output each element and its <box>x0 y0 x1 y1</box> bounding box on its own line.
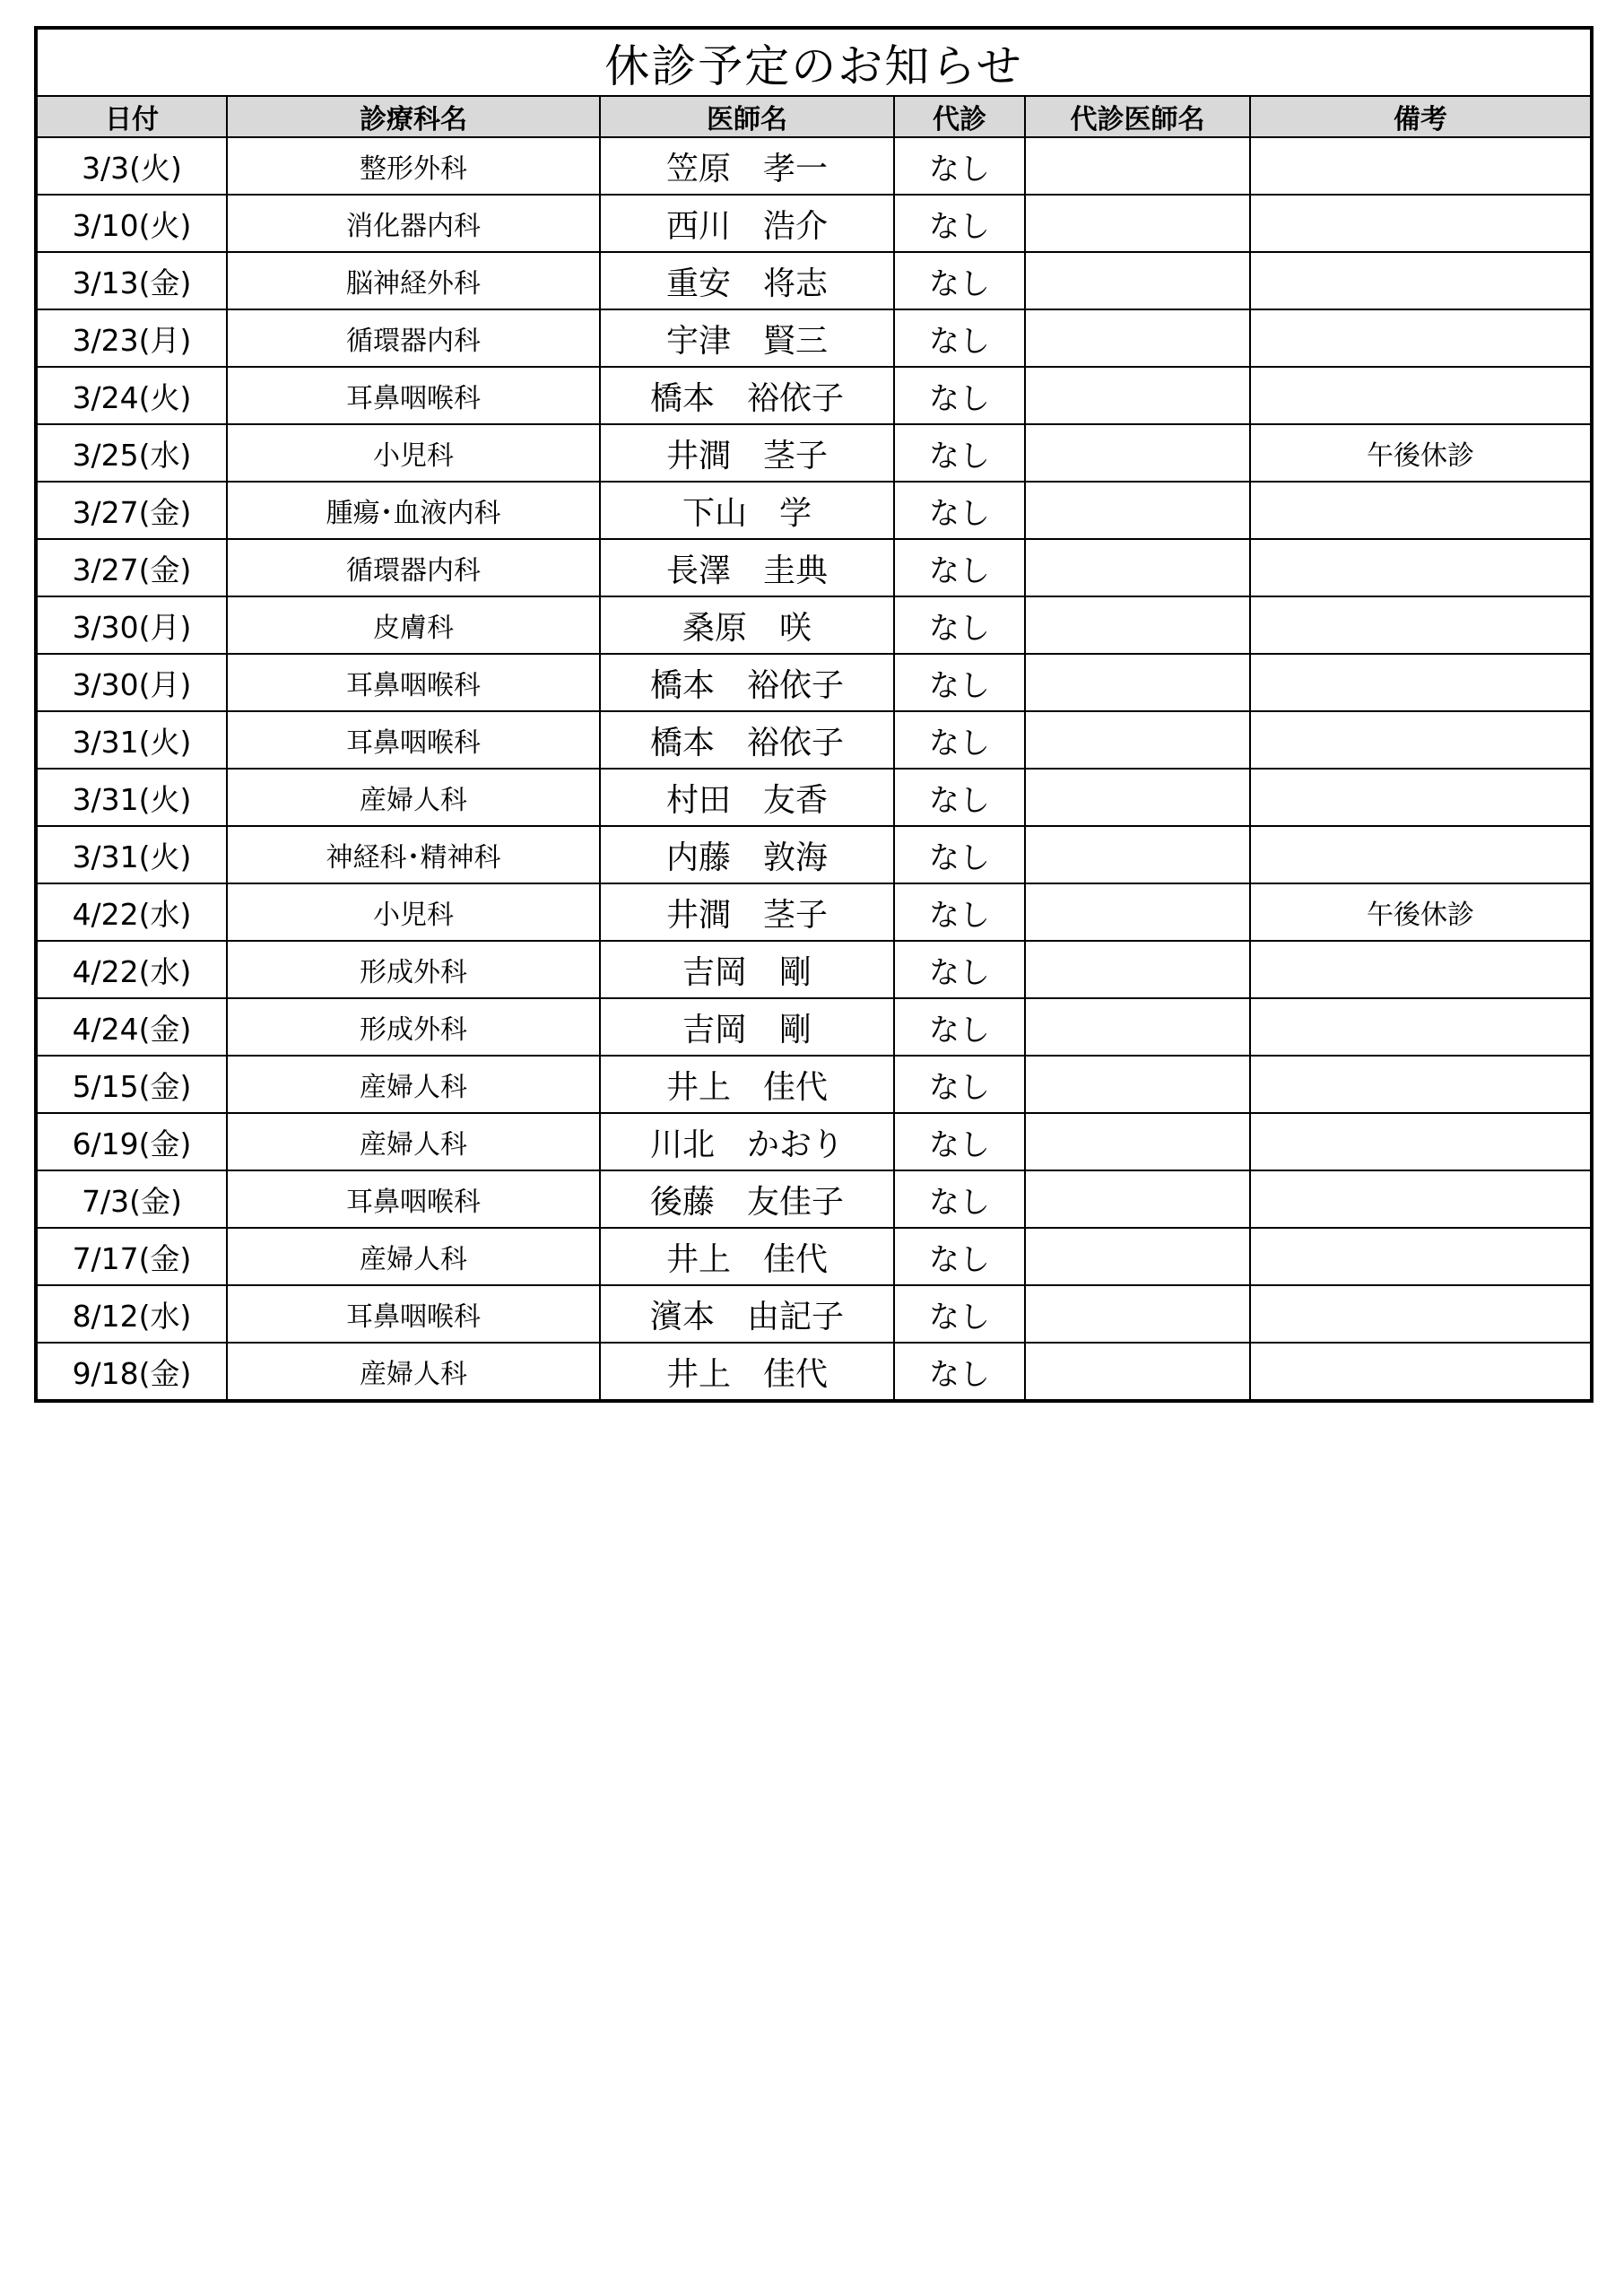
substitute-doctor-cell <box>1025 539 1250 596</box>
substitute-doctor-cell <box>1025 711 1250 769</box>
date-cell: 4/24(金) <box>36 998 227 1056</box>
department-cell: 消化器内科 <box>227 195 600 252</box>
substitute-cell: なし <box>894 654 1025 711</box>
header-row <box>36 96 1592 137</box>
remarks-cell <box>1250 596 1592 654</box>
header-doctor: 医師名 <box>600 96 894 137</box>
substitute-doctor-cell <box>1025 1228 1250 1285</box>
substitute-cell: なし <box>894 1113 1025 1170</box>
doctor-cell: 井上 佳代 <box>600 1056 894 1113</box>
closure-schedule-table <box>34 26 1594 1403</box>
table-row <box>36 252 1592 309</box>
department-cell: 神経科･精神科 <box>227 826 600 883</box>
substitute-cell: なし <box>894 883 1025 941</box>
substitute-cell: なし <box>894 137 1025 195</box>
substitute-doctor-cell <box>1025 137 1250 195</box>
remarks-cell <box>1250 539 1592 596</box>
remarks-cell <box>1250 482 1592 539</box>
table-row <box>36 1113 1592 1170</box>
doctor-cell: 宇津 賢三 <box>600 309 894 367</box>
table-row <box>36 941 1592 998</box>
substitute-doctor-cell <box>1025 482 1250 539</box>
substitute-doctor-cell <box>1025 941 1250 998</box>
table-row <box>36 482 1592 539</box>
department-cell: 循環器内科 <box>227 539 600 596</box>
department-cell: 腫瘍･血液内科 <box>227 482 600 539</box>
date-cell: 8/12(水) <box>36 1285 227 1343</box>
table-row <box>36 539 1592 596</box>
department-cell: 産婦人科 <box>227 769 600 826</box>
substitute-cell: なし <box>894 195 1025 252</box>
header-substitute-doctor: 代診医師名 <box>1025 96 1250 137</box>
department-cell: 耳鼻咽喉科 <box>227 1285 600 1343</box>
doctor-cell: 後藤 友佳子 <box>600 1170 894 1228</box>
table-row <box>36 826 1592 883</box>
department-cell: 耳鼻咽喉科 <box>227 367 600 424</box>
substitute-cell: なし <box>894 1228 1025 1285</box>
substitute-doctor-cell <box>1025 195 1250 252</box>
table-row <box>36 1056 1592 1113</box>
department-cell: 小児科 <box>227 883 600 941</box>
department-cell: 産婦人科 <box>227 1343 600 1401</box>
doctor-cell: 井澗 茎子 <box>600 424 894 482</box>
doctor-cell: 川北 かおり <box>600 1113 894 1170</box>
date-cell: 3/23(月) <box>36 309 227 367</box>
date-cell: 6/19(金) <box>36 1113 227 1170</box>
remarks-cell <box>1250 1056 1592 1113</box>
remarks-cell <box>1250 137 1592 195</box>
substitute-doctor-cell <box>1025 252 1250 309</box>
substitute-cell: なし <box>894 482 1025 539</box>
substitute-doctor-cell <box>1025 424 1250 482</box>
doctor-cell: 濱本 由記子 <box>600 1285 894 1343</box>
table-row <box>36 711 1592 769</box>
remarks-cell <box>1250 195 1592 252</box>
department-cell: 耳鼻咽喉科 <box>227 654 600 711</box>
substitute-doctor-cell <box>1025 1113 1250 1170</box>
substitute-cell: なし <box>894 1170 1025 1228</box>
substitute-cell: なし <box>894 1056 1025 1113</box>
date-cell: 3/3(火) <box>36 137 227 195</box>
department-cell: 形成外科 <box>227 998 600 1056</box>
substitute-cell: なし <box>894 826 1025 883</box>
remarks-cell <box>1250 1343 1592 1401</box>
substitute-cell: なし <box>894 539 1025 596</box>
substitute-doctor-cell <box>1025 654 1250 711</box>
remarks-cell <box>1250 1113 1592 1170</box>
table-row <box>36 195 1592 252</box>
closure-schedule-sheet <box>34 26 1590 1403</box>
department-cell: 産婦人科 <box>227 1056 600 1113</box>
department-cell: 耳鼻咽喉科 <box>227 1170 600 1228</box>
remarks-cell <box>1250 1285 1592 1343</box>
department-cell: 産婦人科 <box>227 1228 600 1285</box>
doctor-cell: 吉岡 剛 <box>600 941 894 998</box>
remarks-cell <box>1250 1228 1592 1285</box>
doctor-cell: 村田 友香 <box>600 769 894 826</box>
table-row <box>36 367 1592 424</box>
table-row <box>36 1343 1592 1401</box>
date-cell: 3/31(火) <box>36 769 227 826</box>
substitute-cell: なし <box>894 252 1025 309</box>
doctor-cell: 西川 浩介 <box>600 195 894 252</box>
substitute-doctor-cell <box>1025 1170 1250 1228</box>
department-cell: 脳神経外科 <box>227 252 600 309</box>
table-row <box>36 883 1592 941</box>
doctor-cell: 重安 将志 <box>600 252 894 309</box>
substitute-doctor-cell <box>1025 769 1250 826</box>
remarks-cell <box>1250 941 1592 998</box>
substitute-doctor-cell <box>1025 367 1250 424</box>
date-cell: 7/17(金) <box>36 1228 227 1285</box>
date-cell: 3/24(火) <box>36 367 227 424</box>
remarks-cell <box>1250 711 1592 769</box>
department-cell: 耳鼻咽喉科 <box>227 711 600 769</box>
date-cell: 3/30(月) <box>36 654 227 711</box>
substitute-doctor-cell <box>1025 998 1250 1056</box>
doctor-cell: 井上 佳代 <box>600 1343 894 1401</box>
substitute-cell: なし <box>894 1343 1025 1401</box>
department-cell: 小児科 <box>227 424 600 482</box>
department-cell: 循環器内科 <box>227 309 600 367</box>
substitute-doctor-cell <box>1025 1343 1250 1401</box>
date-cell: 3/31(火) <box>36 826 227 883</box>
substitute-doctor-cell <box>1025 1056 1250 1113</box>
doctor-cell: 井澗 茎子 <box>600 883 894 941</box>
substitute-doctor-cell <box>1025 596 1250 654</box>
remarks-cell <box>1250 309 1592 367</box>
doctor-cell: 橋本 裕依子 <box>600 711 894 769</box>
substitute-cell: なし <box>894 596 1025 654</box>
date-cell: 9/18(金) <box>36 1343 227 1401</box>
substitute-cell: なし <box>894 309 1025 367</box>
date-cell: 4/22(水) <box>36 883 227 941</box>
department-cell: 整形外科 <box>227 137 600 195</box>
substitute-cell: なし <box>894 424 1025 482</box>
substitute-doctor-cell <box>1025 309 1250 367</box>
date-cell: 5/15(金) <box>36 1056 227 1113</box>
schedule-body <box>36 137 1592 1401</box>
date-cell: 3/25(水) <box>36 424 227 482</box>
doctor-cell: 吉岡 剛 <box>600 998 894 1056</box>
remarks-cell: 午後休診 <box>1250 883 1592 941</box>
header-remarks: 備考 <box>1250 96 1592 137</box>
table-row <box>36 309 1592 367</box>
table-row <box>36 596 1592 654</box>
substitute-cell: なし <box>894 941 1025 998</box>
doctor-cell: 下山 学 <box>600 482 894 539</box>
table-row <box>36 1228 1592 1285</box>
date-cell: 4/22(水) <box>36 941 227 998</box>
substitute-doctor-cell <box>1025 826 1250 883</box>
doctor-cell: 井上 佳代 <box>600 1228 894 1285</box>
remarks-cell <box>1250 252 1592 309</box>
table-row <box>36 654 1592 711</box>
header-substitute: 代診 <box>894 96 1025 137</box>
department-cell: 産婦人科 <box>227 1113 600 1170</box>
remarks-cell <box>1250 654 1592 711</box>
header-department: 診療科名 <box>227 96 600 137</box>
date-cell: 3/30(月) <box>36 596 227 654</box>
date-cell: 3/27(金) <box>36 539 227 596</box>
substitute-cell: なし <box>894 711 1025 769</box>
substitute-cell: なし <box>894 1285 1025 1343</box>
substitute-doctor-cell <box>1025 883 1250 941</box>
date-cell: 3/27(金) <box>36 482 227 539</box>
doctor-cell: 笠原 孝一 <box>600 137 894 195</box>
doctor-cell: 橋本 裕依子 <box>600 654 894 711</box>
remarks-cell <box>1250 769 1592 826</box>
date-cell: 3/10(火) <box>36 195 227 252</box>
date-cell: 7/3(金) <box>36 1170 227 1228</box>
page-title: 休診予定のお知らせ <box>36 28 1592 96</box>
date-cell: 3/31(火) <box>36 711 227 769</box>
table-row <box>36 424 1592 482</box>
doctor-cell: 橋本 裕依子 <box>600 367 894 424</box>
department-cell: 皮膚科 <box>227 596 600 654</box>
table-row <box>36 998 1592 1056</box>
remarks-cell <box>1250 1170 1592 1228</box>
table-row <box>36 1170 1592 1228</box>
department-cell: 形成外科 <box>227 941 600 998</box>
substitute-cell: なし <box>894 998 1025 1056</box>
table-row <box>36 769 1592 826</box>
doctor-cell: 桑原 咲 <box>600 596 894 654</box>
remarks-cell <box>1250 367 1592 424</box>
substitute-cell: なし <box>894 367 1025 424</box>
substitute-doctor-cell <box>1025 1285 1250 1343</box>
remarks-cell <box>1250 826 1592 883</box>
doctor-cell: 長澤 圭典 <box>600 539 894 596</box>
doctor-cell: 内藤 敦海 <box>600 826 894 883</box>
remarks-cell <box>1250 998 1592 1056</box>
substitute-cell: なし <box>894 769 1025 826</box>
table-row <box>36 137 1592 195</box>
date-cell: 3/13(金) <box>36 252 227 309</box>
table-row <box>36 1285 1592 1343</box>
remarks-cell: 午後休診 <box>1250 424 1592 482</box>
header-date: 日付 <box>36 96 227 137</box>
